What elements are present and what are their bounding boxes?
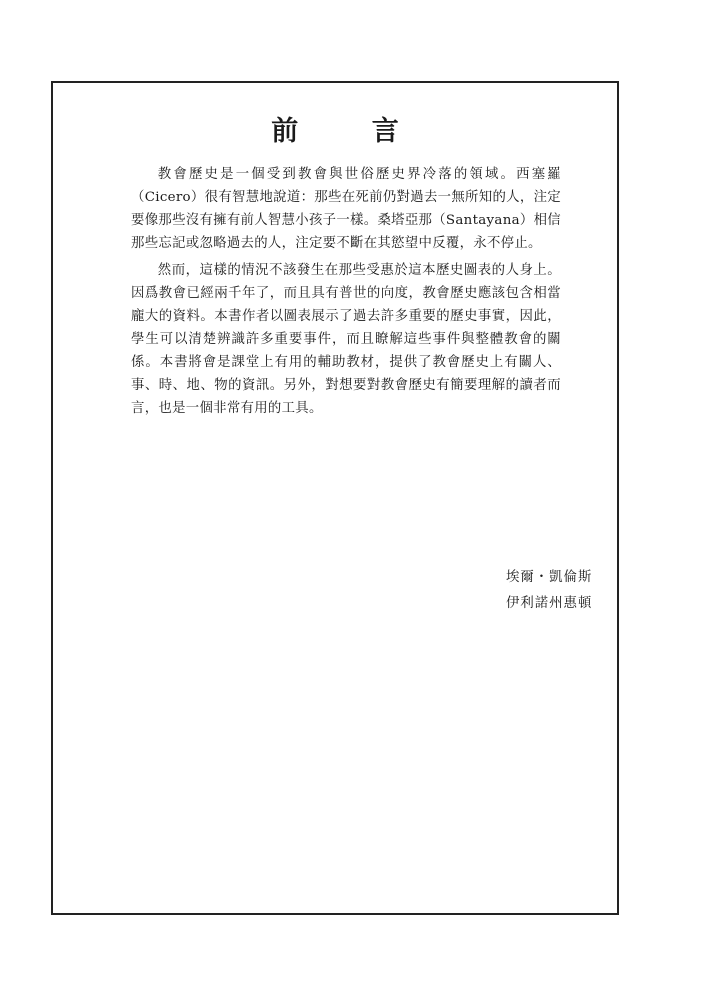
page-title: 前 言 xyxy=(271,116,431,147)
signature-author: 埃爾・凱倫斯 xyxy=(506,570,593,585)
preface-body xyxy=(131,163,561,424)
paragraph-2: 然而，這樣的情況不該發生在那些受惠於這本歷史圖表的人身上。因爲教會已經兩千年了，而且具有普世的向度，教會歷史應該包含相當龐大的資料。本書作者以圖表展示了過去許多重要的歷史事實，因此，學生可以清楚辨識許多重要事件，而且瞭解這些事件與整體教會的關係。本書將會是課堂上有用的輔助教材，提供了教會歷史上有關人、事、時、地、物的資訊。另外，對想要對教會歷史有簡要理解的讀者而言，也是一個非常有用的工具。 xyxy=(131,263,561,416)
signature-location: 伊利諾州惠頓 xyxy=(506,596,593,611)
page-frame xyxy=(51,81,619,915)
signature-block xyxy=(506,565,592,617)
paragraph-1: 教會歷史是一個受到教會與世俗歷史界冷落的領域。西塞羅（Cicero）很有智慧地說道：那些在死前仍對過去一無所知的人，注定要像那些沒有擁有前人智慧小孩子一樣。桑塔亞那（Santayana）相信那些忘記或忽略過去的人，注定要不斷在其慾望中反覆，永不停止。 xyxy=(131,167,561,251)
